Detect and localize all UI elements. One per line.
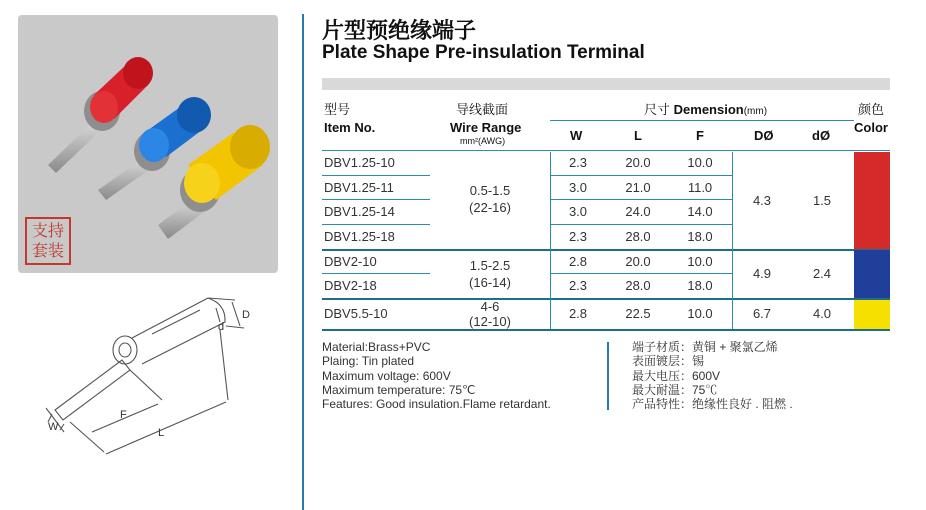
label-D: D — [242, 309, 250, 321]
label-L: L — [158, 427, 165, 439]
cell-L: 20.0 — [625, 155, 651, 170]
group-line — [322, 329, 890, 331]
header-dim-unit: (mm) — [743, 106, 768, 117]
note-line: 最大电压：600V — [632, 368, 721, 383]
group-line — [322, 298, 890, 300]
header-F: F — [696, 128, 704, 143]
cell-F: 11.0 — [687, 180, 713, 195]
header-dim-en: Demension — [673, 102, 744, 117]
product-photo — [18, 15, 278, 273]
cell-W: 3.0 — [568, 180, 588, 195]
note-line: Features: Good insulation.Flame retardant. — [322, 397, 551, 412]
item-name: DBV2-10 — [324, 254, 377, 269]
column-line — [732, 152, 733, 329]
note-line: Maximum voltage: 600V — [322, 368, 451, 383]
cell-F: 10.0 — [687, 155, 713, 170]
header-d: dØ — [812, 128, 831, 143]
cell-F: 10.0 — [687, 306, 713, 321]
cell-F: 14.0 — [687, 204, 713, 219]
wire-range: 1.5-2.5 — [469, 258, 511, 273]
label-d: d — [218, 321, 225, 333]
cell-L: 22.5 — [625, 306, 651, 321]
cell-d: 1.5 — [812, 193, 832, 208]
cell-L: 21.0 — [625, 180, 651, 195]
wire-range: 4-6 — [480, 299, 500, 314]
label-F: F — [120, 409, 127, 421]
cell-L: 28.0 — [625, 229, 651, 244]
header-wire-en: Wire Range — [450, 120, 522, 135]
header-color-en: Color — [854, 120, 888, 135]
title-cn: 片型预绝缘端子 — [322, 19, 477, 44]
color-swatch-yellow — [854, 300, 890, 329]
row-line — [322, 224, 430, 225]
row-line — [322, 175, 430, 176]
color-swatch-red — [854, 152, 890, 249]
header-dim — [644, 99, 767, 118]
note-line: 产品特性：绝缘性良好 . 阻燃 . — [632, 397, 793, 412]
header-D: DØ — [754, 128, 774, 143]
cell-D: 4.9 — [752, 266, 772, 281]
wire-awg: (16-14) — [469, 275, 511, 290]
cell-W: 2.8 — [568, 254, 588, 269]
label-W: W — [48, 421, 59, 433]
row-line — [550, 199, 732, 200]
header-color-cn: 颜色 — [858, 102, 885, 117]
cell-F: 18.0 — [687, 229, 713, 244]
wire-awg: (12-10) — [469, 314, 511, 329]
spec-table — [322, 96, 890, 329]
dimension-diagram — [30, 290, 270, 480]
column-line — [550, 152, 551, 329]
cell-W: 2.3 — [568, 155, 588, 170]
item-name: DBV2-18 — [324, 278, 377, 293]
divider-line — [302, 14, 304, 510]
cell-D: 4.3 — [752, 193, 772, 208]
group-line — [322, 249, 890, 251]
cell-L: 20.0 — [625, 254, 651, 269]
cell-W: 2.8 — [568, 306, 588, 321]
notes-en — [322, 340, 551, 411]
note-line: 表面镀层：锡 — [632, 354, 705, 369]
title-en: Plate Shape Pre-insulation Terminal — [322, 42, 645, 63]
row-line — [322, 199, 430, 200]
header-L: L — [634, 128, 642, 143]
cell-L: 28.0 — [625, 278, 651, 293]
header-wire-cn: 导线截面 — [456, 102, 509, 117]
item-name: DBV1.25-18 — [324, 229, 395, 244]
cell-W: 3.0 — [568, 204, 588, 219]
notes-cn — [632, 340, 793, 411]
note-line: 端子材质：黄铜 + 聚氯乙烯 — [632, 340, 778, 354]
wire-awg: (22-16) — [469, 200, 511, 215]
cell-L: 24.0 — [625, 204, 651, 219]
row-line — [322, 273, 430, 274]
note-line: Material:Brass+PVC — [322, 340, 431, 354]
row-line — [550, 224, 732, 225]
notes-divider — [607, 342, 609, 410]
cell-F: 18.0 — [687, 278, 713, 293]
item-name: DBV1.25-11 — [324, 180, 394, 195]
item-name: DBV5.5-10 — [324, 306, 388, 321]
title-bar — [322, 78, 890, 90]
cell-F: 10.0 — [687, 254, 713, 269]
row-line — [550, 273, 732, 274]
row-line — [550, 175, 732, 176]
color-swatch-blue — [854, 250, 890, 298]
note-line: Maximum temperature: 75℃ — [322, 382, 476, 397]
header-dim-cn: 尺寸 — [644, 102, 671, 117]
stamp: 支持 套装 — [25, 217, 71, 265]
cell-d: 4.0 — [812, 306, 832, 321]
cell-W: 2.3 — [568, 278, 588, 293]
item-name: DBV1.25-14 — [324, 204, 395, 219]
item-name: DBV1.25-10 — [324, 155, 395, 170]
cell-d: 2.4 — [812, 266, 832, 281]
cell-W: 2.3 — [568, 229, 588, 244]
header-model-en: Item No. — [324, 120, 376, 135]
header-model-cn: 型号 — [324, 102, 351, 117]
header-W: W — [570, 128, 583, 143]
cell-D: 6.7 — [752, 306, 772, 321]
header-wire-unit: mm²(AWG) — [460, 136, 506, 146]
note-line: 最大耐温：75℃ — [632, 382, 718, 397]
table-header — [322, 96, 890, 151]
header-subline — [550, 120, 854, 121]
wire-range: 0.5-1.5 — [469, 183, 511, 198]
note-line: Plaing: Tin plated — [322, 354, 415, 369]
